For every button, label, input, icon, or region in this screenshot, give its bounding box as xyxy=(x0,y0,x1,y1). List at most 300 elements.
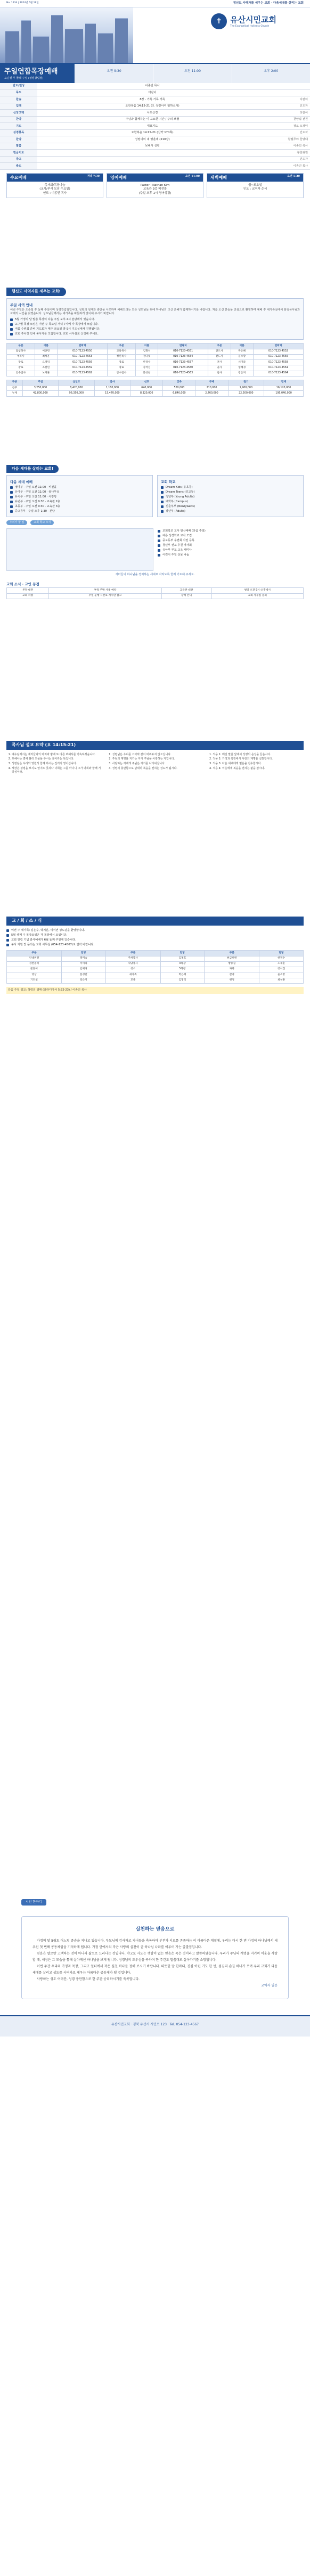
table-cell: 한경수 xyxy=(259,956,304,961)
table-cell: 임혜경 xyxy=(61,967,105,972)
order-label: 헌금기도 xyxy=(0,150,37,157)
worship-order-table xyxy=(0,83,310,170)
table-row xyxy=(7,978,304,983)
table-cell: 010-7123-4553 xyxy=(58,354,108,359)
sermon-point: 3. 사랑하는 자에게 주님은 자기를 나타내십니다. xyxy=(112,762,203,766)
order-label: 찬양 xyxy=(0,136,37,143)
table-header: 구분 xyxy=(105,951,160,956)
table-header: 구분 xyxy=(7,951,62,956)
order-label: 찬송 xyxy=(0,96,37,103)
service-subtitle: 오순절 후 둘째 주일 (성령강림절) xyxy=(4,76,44,80)
table-cell: 010-7123-4557 xyxy=(158,360,208,365)
service-bar xyxy=(0,63,310,83)
order-content: 요한복음 14:15-21 (신약 170쪽) xyxy=(37,129,267,136)
table-header: 구분 xyxy=(108,344,136,349)
table-cell: 방송실 xyxy=(205,961,259,967)
slogan: 정신도 사역자를 세우는 교회 · 다음세대를 살리는 교회 xyxy=(233,1,304,5)
table-header: 구분 xyxy=(205,951,259,956)
table-cell: 010-7123-4552 xyxy=(253,349,303,354)
nextgen-note: 자녀들이 하나님을 경외하는 세대로 자라도록 함께 기도해 주세요. xyxy=(115,573,195,576)
order-row xyxy=(0,123,310,130)
table-cell: 영상 xyxy=(7,972,62,978)
order-label: 광고 xyxy=(0,156,37,163)
list-item: Dream Teens (중고등) xyxy=(161,490,300,494)
sermon-point: 3. 성령님은 우리와 영원히 함께 하시는 진리의 영이십니다. xyxy=(12,762,103,766)
table-cell: 전도사 xyxy=(208,349,231,354)
table-cell: 담임목사 xyxy=(7,349,35,354)
table-cell: 박은혜 xyxy=(231,349,253,354)
sermon-point: 2. 주님의 계명을 지키는 자가 주님을 사랑하는 자입니다. xyxy=(112,757,203,761)
list-item: 이번 주 새가족: 김은수, 박지훈, 이서연 성도님을 환영합니다. xyxy=(6,929,304,933)
table-cell: 조현민 xyxy=(35,365,57,371)
bullet-icon xyxy=(10,501,13,503)
table-cell: 교육목사 xyxy=(108,349,136,354)
table-row xyxy=(7,349,304,354)
bullet-icon xyxy=(158,549,160,552)
table-header: 구분 xyxy=(208,344,231,349)
bullet-icon xyxy=(158,554,160,557)
table-cell: 2,760,000 xyxy=(195,391,228,396)
duty-table xyxy=(6,950,304,984)
table-cell: 010-7123-4558 xyxy=(253,360,303,365)
table-header: 감사 xyxy=(94,380,130,385)
table-cell: 문성찬 xyxy=(135,371,158,376)
table-cell: 박은혜 xyxy=(160,972,205,978)
table-cell: 010-7123-4556 xyxy=(58,360,108,365)
table-cell: 정미숙 xyxy=(61,956,105,961)
table-cell: 본당 대관 xyxy=(7,588,49,593)
table-row xyxy=(7,365,304,371)
sermon-point: 4. 적용 4: 이웃에게 복음을 전하는 삶을 삽시다. xyxy=(213,767,304,771)
table-cell: 1,900,000 xyxy=(228,386,264,391)
bullet-icon xyxy=(161,501,164,503)
list-item: 장년부 (Adults) xyxy=(161,510,300,513)
table-cell: 성찬준비 xyxy=(7,961,62,967)
list-item: 어린이 주일 선물 나눔 xyxy=(158,553,304,557)
bullet-icon xyxy=(161,510,164,513)
table-row xyxy=(7,972,304,978)
list-item: 유아부 · 주일 오전 11:00 · 꿈나무실 xyxy=(10,490,149,494)
order-row xyxy=(0,103,310,110)
table-cell: 교육 xyxy=(105,978,160,983)
table-header: 주일 xyxy=(22,380,58,385)
table-cell: 강석진 xyxy=(259,967,304,972)
order-content xyxy=(37,163,267,170)
announce-item: 5월 가정의 달 말씀 특강이 다음 주일 오후 2시 본당에서 있습니다. xyxy=(10,318,300,322)
service-title: 주일연합목장예배 오순절 후 둘째 주일 (성령강림절) xyxy=(0,64,75,83)
staff-table xyxy=(6,343,304,377)
list-item: 여름 성경학교 교사 모집 xyxy=(158,534,304,538)
table-cell: 안내위원 xyxy=(7,956,62,961)
order-row xyxy=(0,110,310,117)
announce-item: 여름 수련회 준비 기도회가 매주 금요일 밤 9시 기도실에서 진행됩니다. xyxy=(10,328,300,331)
table-cell: 식당봉사 xyxy=(105,961,160,967)
table-cell: 부목사 xyxy=(7,354,35,359)
order-leader: 찬양팀 전원 xyxy=(267,116,310,123)
order-content: 대표기도 xyxy=(37,123,267,130)
list-item: Dream Kids (유초등) xyxy=(161,486,300,489)
bullet-icon xyxy=(10,491,13,494)
table-cell: 장로 xyxy=(108,360,136,365)
table-cell: 이종민 xyxy=(35,349,57,354)
order-content: 주님과 함께하는 이 고요한 시간 / 주의 보혈 xyxy=(37,116,267,123)
sermon-summary xyxy=(6,753,304,775)
order-content xyxy=(37,156,267,163)
table-header: 담당 xyxy=(61,951,105,956)
order-label: 말씀 xyxy=(0,143,37,150)
order-row xyxy=(0,143,310,150)
order-content: 8장 · 거룩 거룩 거룩 xyxy=(37,96,267,103)
bullet-icon xyxy=(10,323,13,326)
weekly-banner: 교 / 회 / 소 / 식 xyxy=(6,917,304,926)
table-cell: 새가족 xyxy=(105,972,160,978)
info-table xyxy=(6,587,304,599)
table-cell: 기도실 xyxy=(7,978,62,983)
table-cell: 장로 xyxy=(7,365,35,371)
column-tag: 시인 한마디 xyxy=(21,1899,46,1906)
order-content xyxy=(37,150,267,157)
order-leader: 장로 오정덕 xyxy=(267,123,310,130)
table-cell: 42,800,000 xyxy=(22,391,58,396)
table-cell: 권사 xyxy=(208,365,231,371)
service-times xyxy=(75,64,310,83)
service-box: 새벽예배 오전 5:30 월~토요일 인도 : 교역자 순서 xyxy=(207,173,304,198)
table-cell: 차량 xyxy=(205,967,259,972)
order-row xyxy=(0,96,310,103)
order-row xyxy=(0,150,310,157)
table-cell: 김형석 xyxy=(160,978,205,983)
table-cell: 최성훈 xyxy=(259,978,304,983)
announce-body: 이번 주일은 오순절 후 둘째 주일이며 성령강림절입니다. 성령의 임재와 충만을 사모하며 예배드리는 모든 성도님들 위에 하나님의 크신 은혜가 함께하시기를 바랍니다. 처음 오신 분들을 진심으로 환영하며 예배 후 새가족실에서 담임목사님과 교제의 시간을 갖겠습니다. 성도님들께서는 새가족을 따뜻하게 맞이해 주시기 바랍니다. xyxy=(10,308,300,316)
header-top-bar xyxy=(0,0,310,7)
table-cell: 16,120,000 xyxy=(264,386,304,391)
order-leader: 다같이 xyxy=(267,96,310,103)
order-leader: 인도자 xyxy=(267,103,310,110)
table-cell: 최성훈 xyxy=(35,354,57,359)
sermon-point: 1. 예수님께서는 제자들과의 마지막 밤에 또 다른 보혜사를 약속하셨습니다. xyxy=(12,753,103,757)
table-cell: 임혜경 xyxy=(231,365,253,371)
table-cell: 장로 xyxy=(7,360,35,365)
table-cell: 안수집사 xyxy=(7,371,35,376)
table-cell: 행정 xyxy=(205,978,259,983)
list-item: 청년부 (Young Adults) xyxy=(161,495,300,499)
sermon-banner: 목사님 설교 요약 (요 14:15-21) xyxy=(6,741,304,750)
column-signature: 교역자 일동 xyxy=(261,1984,278,1988)
table-cell: 집사 xyxy=(208,371,231,376)
table-header: 절기 xyxy=(228,380,264,385)
bullet-icon xyxy=(161,505,164,508)
table-row xyxy=(7,967,304,972)
bullet-icon xyxy=(161,491,164,494)
table-header: 담당 xyxy=(160,951,205,956)
order-leader: 이종민 목사 xyxy=(267,143,310,150)
order-label: 찬양 xyxy=(0,116,37,123)
sermon-point: 1. 성령님은 우리를 고아와 같이 버려두지 않으십니다. xyxy=(112,753,203,757)
order-row xyxy=(0,156,310,163)
table-cell: 15,470,000 xyxy=(94,391,130,396)
table-cell: 3,250,000 xyxy=(22,386,58,391)
nextgen-photo xyxy=(6,528,153,571)
table-row xyxy=(7,360,304,365)
announce-subtitle: 주일 사역 안내 xyxy=(10,302,33,307)
table-cell: 누계 xyxy=(7,391,23,396)
table-header: 합계 xyxy=(264,380,304,385)
table-cell: 김형석 xyxy=(135,349,158,354)
table-row xyxy=(7,391,304,396)
table-header: 이름 xyxy=(35,344,57,349)
header xyxy=(0,0,310,63)
service-box: 수요예배 저녁 7:30 목자회/목장나눔 (교사/부서 모임 수요일) 인도 : 이종민 목사 xyxy=(6,173,103,198)
order-content: 성령이여 내 영혼에 (210장) xyxy=(37,136,267,143)
footer: 유산시민교회 · 경북 유산시 시민로 123 · Tel. 054-123-4567 xyxy=(0,2015,310,2037)
bullet-icon xyxy=(158,544,160,547)
bullet-icon xyxy=(10,328,13,331)
table-cell: 010-7123-4560 xyxy=(158,365,208,371)
list-item: 교회 창립 기념 감사예배가 6월 둘째 주일에 있습니다. xyxy=(6,938,304,942)
bullet-icon xyxy=(158,539,160,542)
bullet-icon xyxy=(161,486,164,489)
column-title: 실천하는 믿음으로 xyxy=(135,1926,175,1932)
table-cell: 청소 xyxy=(105,967,160,972)
table-cell: 교회 사무실 문의 xyxy=(211,593,303,599)
table-header: 연락처 xyxy=(253,344,303,349)
table-header: 연락처 xyxy=(158,344,208,349)
other-services xyxy=(6,173,304,198)
sermon-point: 3. 적용 3: 다음 세대에게 믿음을 전수합시다. xyxy=(213,762,304,766)
table-header: 구분 xyxy=(7,380,23,385)
list-item: 중고등부 · 주일 오후 1:30 · 본당 xyxy=(10,510,149,513)
table-cell: 노재훈 xyxy=(35,371,57,376)
announce-item: 교회 주차장 안내 봉사자를 모집합니다. 교회 사무실로 신청해 주세요. xyxy=(10,332,300,336)
order-leader: 할렐루야 찬양대 xyxy=(267,136,310,143)
pill: 교회 학교 소식 xyxy=(30,520,54,525)
nextgen-worship: 다음 세대 예배 영아부 · 주일 오전 11:00 · 비전홀 유아부 · 주일 오전 11:00 · 꿈나무실 유치부 · 주일 오전 11:00 · 사랑방 유년부 · 주일 오전 9:30 · 교육관 2층 초등부 · 주일 오전 9:30 · 교육관 3층 중고등부 · 주일 오후 1:30 · 본당 xyxy=(6,475,153,517)
table-cell: 교육관 대관 xyxy=(161,588,211,593)
list-item: 유치부 · 주일 오전 11:00 · 사랑방 xyxy=(10,495,149,499)
table-cell: 010-7123-4562 xyxy=(58,371,108,376)
church-sub: The Evangelical Holiness Church xyxy=(230,25,270,28)
table-cell: 010-7123-4559 xyxy=(58,365,108,371)
list-item: 신혼부부 (Newlyweds) xyxy=(161,505,300,509)
issue-info: No. 1234 | 2024년 5월 19일 xyxy=(6,2,39,5)
table-cell: 장례 안내 xyxy=(161,593,211,599)
order-leader: 인도자 xyxy=(267,129,310,136)
bullet-icon xyxy=(10,505,13,508)
order-row xyxy=(0,89,310,96)
table-cell: 3목장 xyxy=(160,961,205,967)
table-cell: 노재훈 xyxy=(259,961,304,967)
sermon-point: 4. 세상은 성령을 보지도 알지도 못하나 너희는 그를 아나니 그가 너희와 함께 거하심이라. xyxy=(12,767,103,774)
bullet-icon xyxy=(158,530,160,533)
bullet-icon xyxy=(158,535,160,537)
service-time-2: 오전 11:00 xyxy=(153,64,231,83)
order-leader: 봉헌위원 xyxy=(267,150,310,157)
bullet-icon xyxy=(10,496,13,498)
order-row xyxy=(0,136,310,143)
table-cell: 6,840,000 xyxy=(163,391,195,396)
bullet-icon xyxy=(6,939,9,942)
table-cell: 주차봉사 xyxy=(105,956,160,961)
table-cell: 서미라 xyxy=(231,360,253,365)
table-cell: 윤소망 xyxy=(259,972,304,978)
service-time-1: 오전 9:30 xyxy=(75,64,153,83)
list-item: 5월 셋째 주 목장모임은 각 목장에서 모입니다. xyxy=(6,934,304,937)
table-header: 선교 xyxy=(130,380,163,385)
cross-icon: ✝ xyxy=(211,13,227,29)
table-cell: 96,350,000 xyxy=(59,391,94,396)
order-row xyxy=(0,116,310,123)
table-cell: 부엌 주방 사용 예약 xyxy=(49,588,161,593)
table-cell: 금주 xyxy=(7,386,23,391)
table-cell: 권사 xyxy=(208,360,231,365)
list-item: 초등부 · 주일 오전 9:30 · 교육관 3층 xyxy=(10,505,149,509)
table-cell: 010-7123-4550 xyxy=(58,349,108,354)
table-cell: 주일 운행 시간표 게시판 참고 xyxy=(49,593,161,599)
order-leader: 인도자 xyxy=(267,156,310,163)
bulletin-page: No. 1234 | 2024년 5월 19일 정신도 사역자를 세우는 교회 · 다음세대를 살리는 교회 ✝ 유산시민교회 The Evangelical Holiness Church 주일연합목장예배 오순절 후 둘째 주일 (성령강림절) 오전 9:30 오전 11:00 오후 2:00 반도/헌상 이종민 목사 묵도 다같이 찬송 8장 · 거룩 거룩 거룩 다같이 입례 요한복음 14:15-21 (오 성령이여 임하소서) 인도자 신앙고백 사도신경 다같이 찬양 주님과 함께하는 이 고요한 시간 / 주의 보혈 찬양팀 전원 기도 대표기도 장로 오정덕 성경봉독 요한복음 14:15-21 (신약 170쪽) 인도자 찬양 성령이여 내 영혼에 (210장) 할렐루야 찬양대 말씀 보혜사 성령 이종민 목사 헌금기도 봉헌위원 광고 인도자 축도 이종민 목사 수요예배 저녁 7:30 목자회/목장나눔 (교사/부서 모임 수요일) 인도 : 이종민 목사 영어예배 오전 11:00 Pastor : Nathan Kim 교육관 3층 비전홀 (주일 오후 1시 영어성경) 새벽예배 오전 5:30 월~토요일 인도 : 교역자 순서 행신도 사역자를 세우는 교회! 주일 사역 안내 이번 주일은 오순절 후 둘째 주일이며 성령강림절입니다. 성령의 임재와 충만을 사모하며 예배드리는 모든 성도님들 위에 하나님의 크신 은혜가 함께하시기를 바랍니다. 처음 오신 분들을 진심으로 환영하며 예배 후 새가족실에서 담임목사님과 교제의 시간을 갖겠습니다. 성도님들께서는 새가족을 따뜻하게 맞이해 주시기 바랍니다. 5월 가정의 달 말씀 특강이 다음 주일 오후 2시 본당에서 있습니다. 교구별 목장 모임은 이번 주 목요일 저녁 7시에 각 목장에서 모입니다. 여름 수련회 준비 기도회가 매주 금요일 밤 9시 기도실에서 진행됩니다. 교회 주차장 안내 봉사자를 모집합니다. 교회 사무실로 신청해 주세요. 구분 이름 연락처 구분 이름 연락처 구분 이름 연락처 담임목사 이종민 010-7123-4550 교육목사 김형석 010-7123-4551 전도사 박은혜 010-7123-4552 부목사 최성훈 010-7123-4553 청년목사 정다윗 010-7123-4554 전도사 윤소망 010-7123-4555 장로 오정덕 010-7123-4556 장로 한경수 010-7123-4557 권사 서미라 010-7123-4558 장로 조현민 010-7123-4559 장로 강석진 010-7123-4560 권사 임혜경 010-7123-4561 안수집사 노재훈 010-7123-4562 안수집사 문성찬 010-7123-4563 집사 장은지 010-7123-4564 구분 주일 십일조 감사 선교 건축 구제 절기 합계 금주 3,250,000 8,420,000 1,180,000 640,000 520,000 210,000 1,900,000 16,120,000 누계 42,800,000 96,350,000 15,470,000 8,320,000 6,840,000 2,760,000 22,500,000 195,040,000 다음 세대를 살리는 교회! 다음 세대 예배 영아부 · 주일 오전 11:00 · 비전홀 유아부 · 주일 오전 11:00 · 꿈나무실 유치부 · 주일 오전 11:00 · 사랑방 유년부 · 주일 오전 9:30 · 교육관 2층 초등부 · 주일 오전 9:30 · 교육관 3층 중고등부 · 주일 오후 1:30 · 본당 교회 학교 Dream Kids (유초등) Dream Teens (중고등) 청년부 (Young Adults) 대학부 (Campus) 신혼부부 (Newlyweds) 장년부 (Adults) 우리가 할 일 교회 학교 소식 교회학교 교사 헌신예배 (다음 주일) 여름 성경학교 교사 모집 중고등부 수련회 사전 등록 청년부 선교 후원 바자회 유아부 부모 교육 세미나 어린이 주일 선물 나눔 자녀들이 하나님을 경외하는 세대로 자라도록 함께 기도해 주세요. 교회 소식 · 교인 동정 본당 대관 부엌 주방 사용 예약 교육관 대관 평일 오전 9시-오후 6시 교회 차량 주일 운행 시간표 게시판 참고 장례 안내 교회 사무실 문의 목사님 설교 요약 (요 14:15-21) 1. 예수님께서는 제자들과의 마지막 밤에 또 다른 보혜사를 약속하셨습니다. 2. 보혜사는 곁에 불러 도움을 주시는 분이라는 뜻입니다. 3. 성령님은 우리와 영원히 함께 하시는 진리의 영이십니다. 4. 세상은 성령을 보지도 알지도 못하나 너희는 그를 아나니 그가 너희와 함께 거하심이라. 1. 성령님은 우리를 고아와 같이 버려두지 않으십니다. 2. 주님의 계명을 지키는 자가 주님을 사랑하는 자입니다. 3. 사랑하는 자에게 주님은 자기를 나타내십니다. 4. 성령의 충만함으로 담대히 복음을 전하는 성도가 됩시다. 1. 적용 1: 매일 말씀 앞에서 성령의 음성을 들읍시다. 2. 적용 2: 가정과 목장에서 사랑의 계명을 실천합시다. 3. 적용 3: 다음 세대에게 믿음을 전수합시다. 4. 적용 4: 이웃에게 복음을 전하는 삶을 삽시다. 교 / 회 / 소 / 식 이번 주 새가족: 김은수, 박지훈, 이서연 성도님을 환영합니다. 5월 셋째 주 목장모임은 각 목장에서 모입니다. 교회 창립 기념 감사예배가 6월 둘째 주일에 있습니다. 봉사 지원 및 문의는 교회 사무실 (054-123-4567)로 연락 바랍니다. 구분 담당 구분 담당 구분 담당 안내위원 정미숙 주차봉사 김철호 헌금위원 한경수 성찬준비 서미라 식당봉사 3목장 방송실 노재훈 꽃꽂이 임혜경 청소 5목장 차량 강석진 영상 문성찬 새가족 박은혜 찬양 윤소망 기도실 장은지 교육 김형석 행정 최성훈 다음 주일 설교: 성령의 열매 (갈라디아서 5:22-23) / 이종민 목사 시인 한마디 실천하는 믿음으로 가정의 달 5월도 어느덧 중순을 지나고 있습니다. 부모님께 감사하고 자녀들을 축복하며 부부가 서로를 존중하는 이 아름다운 계절에, 우리는 다시 한 번 가정이 하나님께서 세우신 첫 번째 공동체임을 기억하게 됩니다. 가정 안에서의 작은 사랑의 실천이 곧 하나님 나라를 이루어 가는 출발점입니다. 믿음은 말로만 고백하는 것이 아니라 삶으로 드러나는 것입니다. 야고보 사도는 행함이 없는 믿음은 죽은 것이라고 말씀하였습니다. 우리가 주님의 계명을 지키며 이웃을 사랑할 때, 세상은 그 모습을 통해 살아계신 하나님을 보게 됩니다. 성령님의 도우심을 구하며 한 주간도 말씀대로 살아가기를 소망합니다. 이번 주간 우리의 가정과 목장, 그리고 일터에서 작은 실천 하나를 정해 보시기 바랍니다. 따뜻한 말 한마디, 진심 어린 기도 한 번, 섬김의 손길 하나가 모여 우리 교회가 다음 세대를 살리고 성도를 사역자로 세우는 아름다운 공동체가 될 것입니다. 사랑하는 성도 여러분, 성령 충만함으로 한 주간 승리하시기를 축복합니다. 교역자 일동 유산시민교회 · 경북 유산시 시민로 123 · Tel. 054-123-4567 xyxy=(0,0,310,2037)
table-cell: 8,420,000 xyxy=(59,386,94,391)
order-row xyxy=(0,83,310,89)
announce-box xyxy=(6,298,304,340)
announce-item: 교구별 목장 모임은 이번 주 목요일 저녁 7시에 각 목장에서 모입니다. xyxy=(10,323,300,326)
table-cell: 010-7123-4555 xyxy=(253,354,303,359)
sermon-point: 4. 성령의 충만함으로 담대히 복음을 전하는 성도가 됩시다. xyxy=(112,767,203,771)
order-content: 사도신경 xyxy=(37,110,267,117)
bullet-icon xyxy=(6,934,9,937)
nextgen-title: 다음 세대를 살리는 교회! xyxy=(6,465,59,473)
list-item: 청년부 선교 후원 바자회 xyxy=(158,544,304,547)
order-label: 기도 xyxy=(0,123,37,130)
table-cell: 오정덕 xyxy=(35,360,57,365)
table-cell: 꽃꽂이 xyxy=(7,967,62,972)
table-row xyxy=(7,588,304,593)
nextgen-school: 교회 학교 Dream Kids (유초등) Dream Teens (중고등) 청년부 (Young Adults) 대학부 (Campus) 신혼부부 (Newlyweds) 장년부 (Adults) xyxy=(157,475,304,517)
table-cell: 640,000 xyxy=(130,386,163,391)
table-header: 구분 xyxy=(7,344,35,349)
pill: 우리가 할 일 xyxy=(6,520,27,525)
table-header: 구제 xyxy=(195,380,228,385)
table-cell: 8,320,000 xyxy=(130,391,163,396)
header-city-photo xyxy=(0,7,133,63)
table-row xyxy=(7,961,304,967)
table-row xyxy=(7,593,304,599)
bullet-icon xyxy=(10,486,13,489)
table-cell: 한경수 xyxy=(135,360,158,365)
table-cell: 서미라 xyxy=(61,961,105,967)
table-cell: 찬양 xyxy=(205,972,259,978)
table-header: 이름 xyxy=(135,344,158,349)
order-leader: 다같이 xyxy=(267,110,310,117)
sermon-point: 2. 적용 2: 가정과 목장에서 사랑의 계명을 실천합시다. xyxy=(213,757,304,761)
next-sermon: 다음 주일 설교: 성령의 열매 (갈라디아서 5:22-23) / 이종민 목사 xyxy=(6,987,304,994)
order-label: 축도 xyxy=(0,163,37,170)
list-item: 유아부 부모 교육 세미나 xyxy=(158,549,304,552)
table-cell: 청년목사 xyxy=(108,354,136,359)
table-cell: 강석진 xyxy=(135,365,158,371)
church-logo xyxy=(211,11,291,32)
nextgen-list xyxy=(158,528,304,571)
church-name: 유산시민교회 xyxy=(230,14,276,24)
list-item: 영아부 · 주일 오전 11:00 · 비전홀 xyxy=(10,486,149,489)
table-cell: 22,500,000 xyxy=(228,391,264,396)
announce-title: 행신도 사역자를 세우는 교회! xyxy=(6,288,66,296)
order-content: 요한복음 14:15-21 (오 성령이여 임하소서) xyxy=(37,103,267,110)
order-leader xyxy=(267,83,310,89)
sermon-point: 1. 적용 1: 매일 말씀 앞에서 성령의 음성을 들읍시다. xyxy=(213,753,304,757)
list-item: 교회학교 교사 헌신예배 (다음 주일) xyxy=(158,529,304,533)
table-cell: 010-7123-4563 xyxy=(158,371,208,376)
order-leader xyxy=(267,89,310,96)
table-cell: 장로 xyxy=(108,365,136,371)
bullet-icon xyxy=(10,510,13,513)
table-cell: 장은지 xyxy=(61,978,105,983)
table-cell: 윤소망 xyxy=(231,354,253,359)
order-leader: 이종민 목사 xyxy=(267,163,310,170)
table-header: 이름 xyxy=(231,344,253,349)
order-content: 다같이 xyxy=(37,89,267,96)
table-cell: 1,180,000 xyxy=(94,386,130,391)
sermon-point: 2. 보혜사는 곁에 불러 도움을 주시는 분이라는 뜻입니다. xyxy=(12,757,103,761)
list-item: 중고등부 수련회 사전 등록 xyxy=(158,539,304,543)
table-cell: 전도사 xyxy=(208,354,231,359)
bullet-icon xyxy=(6,929,9,932)
order-label: 묵도 xyxy=(0,89,37,96)
bullet-icon xyxy=(10,318,13,321)
table-header: 건축 xyxy=(163,380,195,385)
table-header: 십일조 xyxy=(59,380,94,385)
bullet-icon xyxy=(10,333,13,336)
table-cell: 010-7123-4561 xyxy=(253,365,303,371)
table-header: 담당 xyxy=(259,951,304,956)
table-cell: 안수집사 xyxy=(108,371,136,376)
table-row xyxy=(7,371,304,376)
table-header: 연락처 xyxy=(58,344,108,349)
table-cell: 5목장 xyxy=(160,967,205,972)
table-cell: 010-7123-4564 xyxy=(253,371,303,376)
table-cell: 교회 차량 xyxy=(7,593,49,599)
table-cell: 520,000 xyxy=(163,386,195,391)
list-item: 유년부 · 주일 오전 9:30 · 교육관 2층 xyxy=(10,500,149,504)
order-label: 신앙고백 xyxy=(0,110,37,117)
table-cell: 장은지 xyxy=(231,371,253,376)
order-row xyxy=(0,163,310,170)
list-item: 봉사 지원 및 문의는 교회 사무실 (054-123-4567)로 연락 바랍니다. xyxy=(6,943,304,947)
table-row xyxy=(7,354,304,359)
bullet-icon xyxy=(6,944,9,946)
service-time-3: 오후 2:00 xyxy=(232,64,310,83)
table-cell: 김철호 xyxy=(160,956,205,961)
order-label: 입례 xyxy=(0,103,37,110)
table-cell: 010-7123-4554 xyxy=(158,354,208,359)
table-cell: 정다윗 xyxy=(135,354,158,359)
offering-table xyxy=(6,380,304,397)
table-row xyxy=(7,386,304,391)
order-label: 성경봉독 xyxy=(0,129,37,136)
table-cell: 195,040,000 xyxy=(264,391,304,396)
order-content: 이종민 목사 xyxy=(37,83,267,89)
bullet-icon xyxy=(161,496,164,498)
table-cell: 010-7123-4551 xyxy=(158,349,208,354)
order-row xyxy=(0,129,310,136)
order-content: 보혜사 성령 xyxy=(37,143,267,150)
list-item: 대학부 (Campus) xyxy=(161,500,300,504)
service-box: 영어예배 오전 11:00 Pastor : Nathan Kim 교육관 3층 비전홀 (주일 오후 1시 영어성경) xyxy=(107,173,203,198)
table-cell: 문성찬 xyxy=(61,972,105,978)
column-card: 실천하는 믿음으로 가정의 달 5월도 어느덧 중순을 지나고 있습니다. 부모님께 감사하고 자녀들을 축복하며 부부가 서로를 존중하는 이 아름다운 계절에, 우리는 다시 한 번 가정이 하나님께서 세우신 첫 번째 공동체임을 기억하게 됩니다. 가정 안에서의 작은 사랑의 실천이 곧 하나님 나라를 이루어 가는 출발점입니다. 믿음은 말로만 고백하는 것이 아니라 삶으로 드러나는 것입니다. 야고보 사도는 행함이 없는 믿음은 죽은 것이라고 말씀하였습니다. 우리가 주님의 계명을 지키며 이웃을 사랑할 때, 세상은 그 모습을 통해 살아계신 하나님을 보게 됩니다. 성령님의 도우심을 구하며 한 주간도 말씀대로 살아가기를 소망합니다. 이번 주간 우리의 가정과 목장, 그리고 일터에서 작은 실천 하나를 정해 보시기 바랍니다. 따뜻한 말 한마디, 진심 어린 기도 한 번, 섬김의 손길 하나가 모여 우리 교회가 다음 세대를 살리고 성도를 사역자로 세우는 아름다운 공동체가 될 것입니다. 사랑하는 성도 여러분, 성령 충만함으로 한 주간 승리하시기를 축복합니다. 교역자 일동 xyxy=(21,1916,289,1999)
table-cell: 헌금위원 xyxy=(205,956,259,961)
table-row xyxy=(7,956,304,961)
order-label: 반도/헌상 xyxy=(0,83,37,89)
